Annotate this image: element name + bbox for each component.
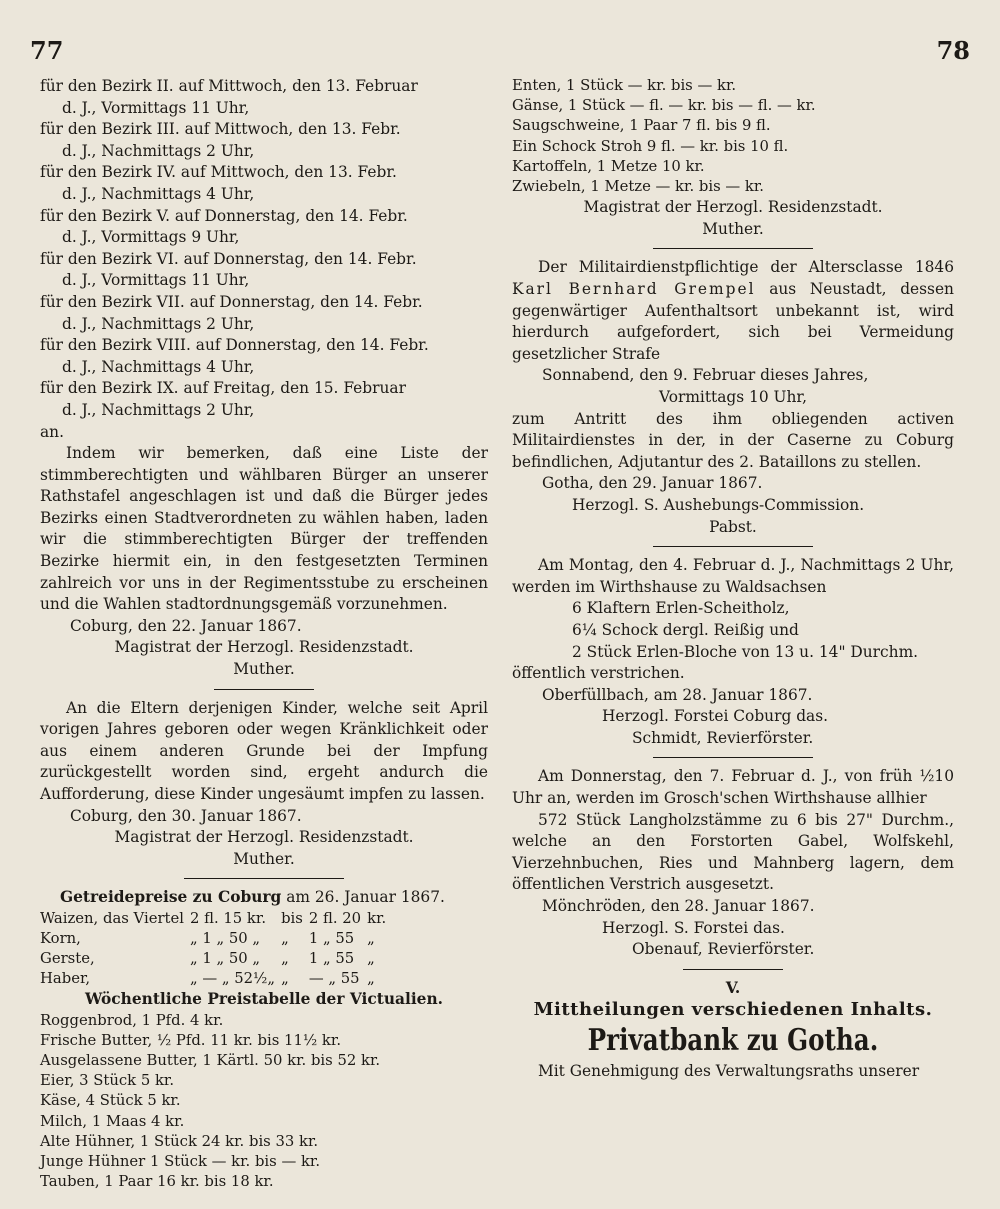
wood-auction-2-text: 572 Stück Langholzstämme zu 6 bis 27" Durchm., welche an den Forstorten Gabel, Wolfskehl, Vierzehnbuchen, Ries und Mahnberg lagern, dem öffentlichen Verstrich ausgesetzt. (512, 810, 954, 894)
list-item: Roggenbrod, 1 Pfd. 4 kr. (40, 1011, 224, 1029)
list-item: Frische Butter, ½ Pfd. 11 kr. bis 11½ kr. (40, 1031, 342, 1049)
conscript-name: Karl Bernhard Grempel (512, 280, 756, 298)
list-item: 2 Stück Erlen-Bloche von 13 u. 14" Durchm. (572, 642, 919, 661)
notice-date: Coburg, den 30. Januar 1867. (70, 806, 302, 825)
victuals-title: Wöchentliche Preistabelle der Victualien. (84, 989, 444, 1008)
signature-office: Herzogl. S. Forstei das. (602, 918, 785, 937)
notice-date: Coburg, den 22. Januar 1867. (70, 616, 302, 635)
table-row: Korn, „ 1 „ 50 „ „ 1 „ 55 „ (40, 929, 375, 947)
page-number-right: 78 (936, 36, 970, 65)
divider (653, 546, 813, 547)
list-item: Saugschweine, 1 Paar 7 fl. bis 9 fl. (512, 117, 771, 135)
signature-office: Herzogl. S. Aushebungs-Commission. (572, 495, 865, 514)
signature-office: Magistrat der Herzogl. Residenzstadt. (583, 198, 883, 217)
list-item: 6 Klaftern Erlen-Scheitholz, (572, 599, 790, 618)
notice-date: Mönchröden, den 28. Januar 1867. (542, 897, 815, 916)
schedule-item: für den Bezirk III. auf Mittwoch, den 13. Febr. d. J., Nachmittags 2 Uhr, (40, 120, 401, 160)
schedule-item: für den Bezirk VII. auf Donnerstag, den 14. Febr. d. J., Nachmittags 2 Uhr, (40, 292, 423, 333)
list-item: Eier, 3 Stück 5 kr. (40, 1072, 175, 1090)
table-row: Waizen, das Viertel 2 fl. 15 kr. bis 2 fl. 20 kr. (40, 909, 387, 927)
vaccination-notice-text: An die Eltern derjenigen Kinder, welche seit April vorigen Jahres geboren oder wegen Kränklichkeit oder aus einem anderen Grunde bei der Impfung zurückgestellt worden sind, ergeht andurch die Aufforderung, diese Kinder ungesäumt impfen zu lassen. (40, 698, 488, 803)
signature-name: Muther. (233, 849, 295, 868)
signature-name: Pabst. (709, 517, 757, 536)
divider (214, 689, 314, 690)
list-item: Milch, 1 Maas 4 kr. (40, 1112, 185, 1130)
signature-name: Muther. (702, 219, 764, 238)
military-time: Vormittags 10 Uhr, (659, 387, 807, 406)
election-notice-text: Indem wir bemerken, daß eine Liste der stimmberechtigten und wählbaren Bürger an unserer Rathstafel angeschlagen ist und daß die Bürger jedes Bezirks einen Stadtverordneten zu wählen haben, laden wir die stimmberechtigten Bürger der treffenden Bezirke hiermit ein, in den festgesetzten Terminen zahlreich vor uns in der Regimentsstube zu erscheinen und die Wahlen stadtordnungsgemäß vorzunehmen. (40, 444, 488, 614)
military-notice-text: Der Militairdienstpflichtige der Altersclasse 1846 Karl Bernhard Grempel aus Neustadt, dessen gegenwärtiger Aufenthaltsort unbekannt ist, wird hierdurch aufgefordert, sich bei Vermeidung gesetzlicher Strafe (512, 258, 954, 363)
list-item: Enten, 1 Stück — kr. bis — kr. (512, 77, 737, 94)
schedule-end: an. (40, 422, 64, 441)
grain-prices-title: Getreidepreise zu Coburg (60, 888, 282, 907)
victuals-list-continued (512, 76, 954, 197)
table-row: Gerste, „ 1 „ 50 „ „ 1 „ 55 „ (40, 949, 375, 967)
grain-prices-header (40, 887, 488, 909)
bank-notice-text: Mit Genehmigung des Verwaltungsraths unserer (538, 1062, 920, 1080)
list-item: Tauben, 1 Paar 16 kr. bis 18 kr. (40, 1173, 274, 1191)
list-item: Kartoffeln, 1 Metze 10 kr. (512, 157, 705, 175)
military-notice-continuation: zum Antritt des ihm obliegenden activen Militairdienstes in der, in der Caserne zu Coburg befindlichen, Adjutantur des 2. Bataillons zu stellen. (512, 409, 954, 471)
schedule-item: für den Bezirk IV. auf Mittwoch, den 13. Febr. d. J., Nachmittags 4 Uhr, (40, 163, 397, 203)
section-number: V. (725, 978, 741, 997)
table-row: Haber, „ — „ 52½„ „ — „ 55 „ (40, 969, 375, 987)
signature-name: Schmidt, Revierförster. (632, 728, 814, 747)
list-item: Gänse, 1 Stück — fl. — kr. bis — fl. — kr. (512, 97, 816, 115)
page-number-left: 77 (30, 36, 64, 65)
right-column (512, 76, 954, 1083)
wood-auction-1-end: öffentlich verstrichen. (512, 664, 685, 683)
section-title: Mittheilungen verschiedenen Inhalts. (533, 999, 933, 1021)
bank-title: Privatbank zu Gotha. (587, 1023, 879, 1058)
signature-office: Herzogl. Forstei Coburg das. (602, 707, 829, 726)
military-date: Sonnabend, den 9. Februar dieses Jahres, (542, 366, 869, 385)
left-column (40, 76, 488, 1192)
notice-date: Gotha, den 29. Januar 1867. (542, 474, 763, 493)
schedule-item: für den Bezirk V. auf Donnerstag, den 14. Febr. d. J., Vormittags 9 Uhr, (40, 206, 408, 247)
list-item: Alte Hühner, 1 Stück 24 kr. bis 33 kr. (40, 1132, 319, 1150)
signature-office: Magistrat der Herzogl. Residenzstadt. (114, 638, 414, 657)
signature-name: Obenauf, Revierförster. (632, 940, 815, 959)
signature-office: Magistrat der Herzogl. Residenzstadt. (114, 828, 414, 847)
victuals-list (40, 1011, 488, 1193)
divider (653, 757, 813, 758)
list-item: Junge Hühner 1 Stück — kr. bis — kr. (40, 1152, 321, 1170)
divider (683, 969, 783, 970)
list-item: Zwiebeln, 1 Metze — kr. bis — kr. (512, 178, 765, 196)
list-item: Ein Schock Stroh 9 fl. — kr. bis 10 fl. (512, 137, 789, 155)
schedule-item: für den Bezirk II. auf Mittwoch, den 13. Februar d. J., Vormittags 11 Uhr, (40, 77, 418, 117)
wood-auction-1-intro: Am Montag, den 4. Februar d. J., Nachmittags 2 Uhr, werden im Wirthshause zu Waldsachsen (512, 556, 954, 596)
election-schedule (40, 76, 488, 422)
wood-auction-2-intro: Am Donnerstag, den 7. Februar d. J., von früh ½10 Uhr an, werden im Grosch'schen Wirthshause allhier (512, 767, 954, 808)
notice-date: Oberfüllbach, am 28. Januar 1867. (542, 685, 813, 704)
wood-auction-1-items (512, 598, 954, 663)
divider (184, 878, 344, 879)
grain-prices-date: am 26. Januar 1867. (286, 888, 445, 907)
list-item: Ausgelassene Butter, 1 Kärtl. 50 kr. bis 52 kr. (40, 1051, 381, 1069)
schedule-item: für den Bezirk VI. auf Donnerstag, den 14. Febr. d. J., Vormittags 11 Uhr, (40, 249, 417, 290)
schedule-item: für den Bezirk VIII. auf Donnerstag, den 14. Febr. d. J., Nachmittags 4 Uhr, (40, 336, 429, 376)
list-item: 6¼ Schock dergl. Reißig und (572, 620, 799, 639)
divider (653, 248, 813, 249)
signature-name: Muther. (233, 660, 295, 679)
schedule-item: für den Bezirk IX. auf Freitag, den 15. Februar d. J., Nachmittags 2 Uhr, (40, 379, 406, 419)
list-item: Käse, 4 Stück 5 kr. (40, 1092, 181, 1110)
grain-price-table (40, 909, 392, 989)
